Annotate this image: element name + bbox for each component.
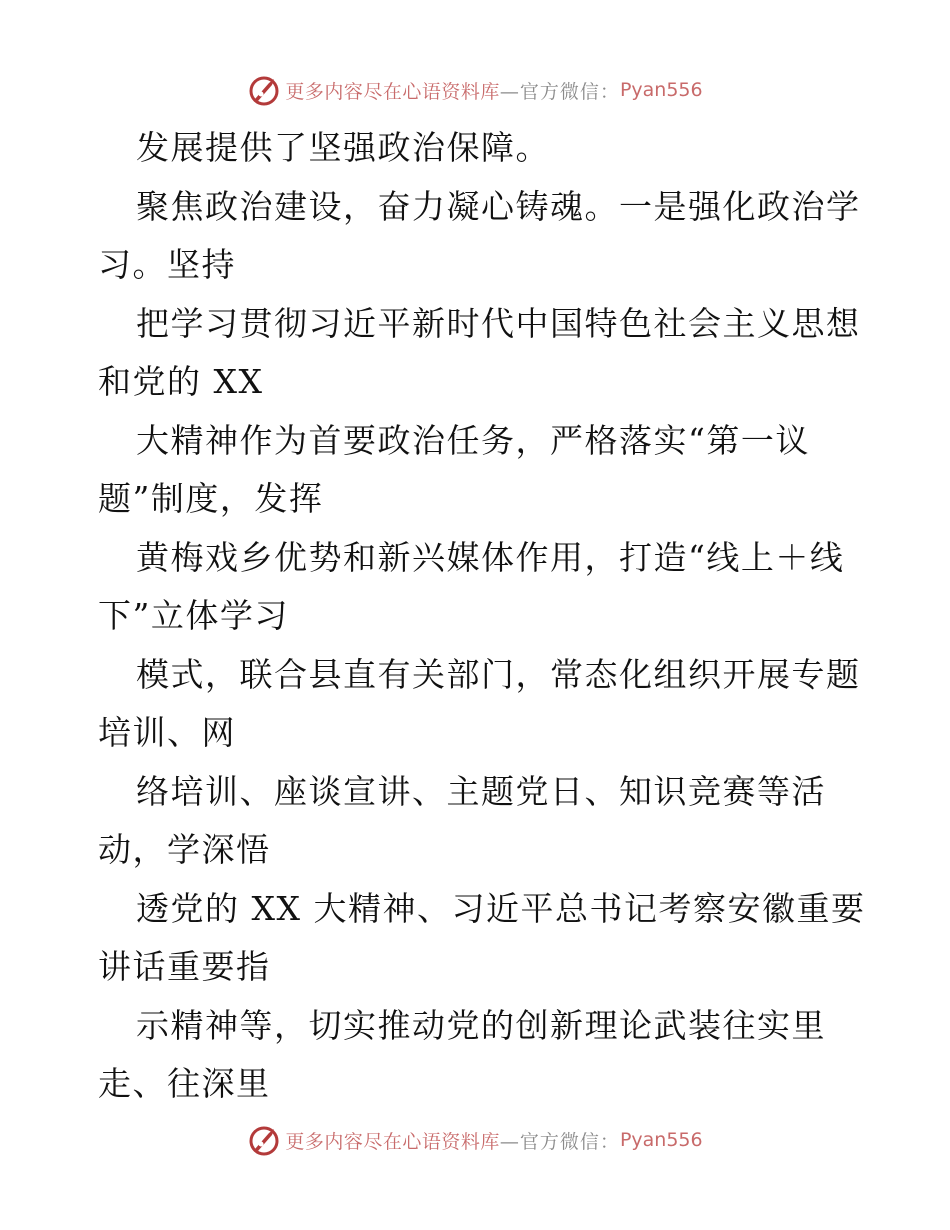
text-line: 聚焦政治建设，奋力凝心铸魂。一是强化政治学 [136,186,861,226]
header-watermark [0,70,950,110]
watermark-dash-text: —官方微信： [499,1130,620,1153]
text-line: 题”制度，发挥 [98,479,324,518]
text-line: 黄梅戏乡优势和新兴媒体作用，打造“线上＋线 [136,537,845,577]
document-body [98,119,878,1114]
text-line: 走、往深里 [98,1064,271,1103]
text-line: 和党的 XX [98,362,264,401]
text-line: 大精神作为首要政治任务，严格落实“第一议 [136,420,810,460]
text-line: 动，学深悟 [98,830,271,869]
footer-watermark [0,1120,950,1160]
text-line: 透党的 XX 大精神、习近平总书记考察安徽重要 [136,888,866,928]
text-line: 模式，联合县直有关部门，常态化组织开展专题 [136,654,861,694]
pen-nib-logo-icon [247,1123,281,1157]
text-line: 讲话重要指 [98,947,271,986]
watermark-wechat-id: Pyan556 [619,1129,703,1151]
text-line: 培训、网 [98,713,236,752]
text-line: 习。坚持 [98,245,236,284]
text-line: 下”立体学习 [98,596,289,635]
text-line: 示精神等，切实推动党的创新理论武装往实里 [136,1005,826,1045]
pen-nib-logo-icon [247,73,281,107]
watermark-wechat-id: Pyan556 [619,79,703,101]
watermark-dash-text: —官方微信： [499,80,620,103]
text-line: 把学习贯彻习近平新时代中国特色社会主义思想 [136,303,861,343]
text-line: 络培训、座谈宣讲、主题党日、知识竞赛等活 [136,771,826,811]
watermark-site-text: 更多内容尽在心语资料库 [285,80,500,103]
watermark-site-text: 更多内容尽在心语资料库 [285,1130,500,1153]
text-line: 发展提供了坚强政治保障。 [136,128,550,167]
